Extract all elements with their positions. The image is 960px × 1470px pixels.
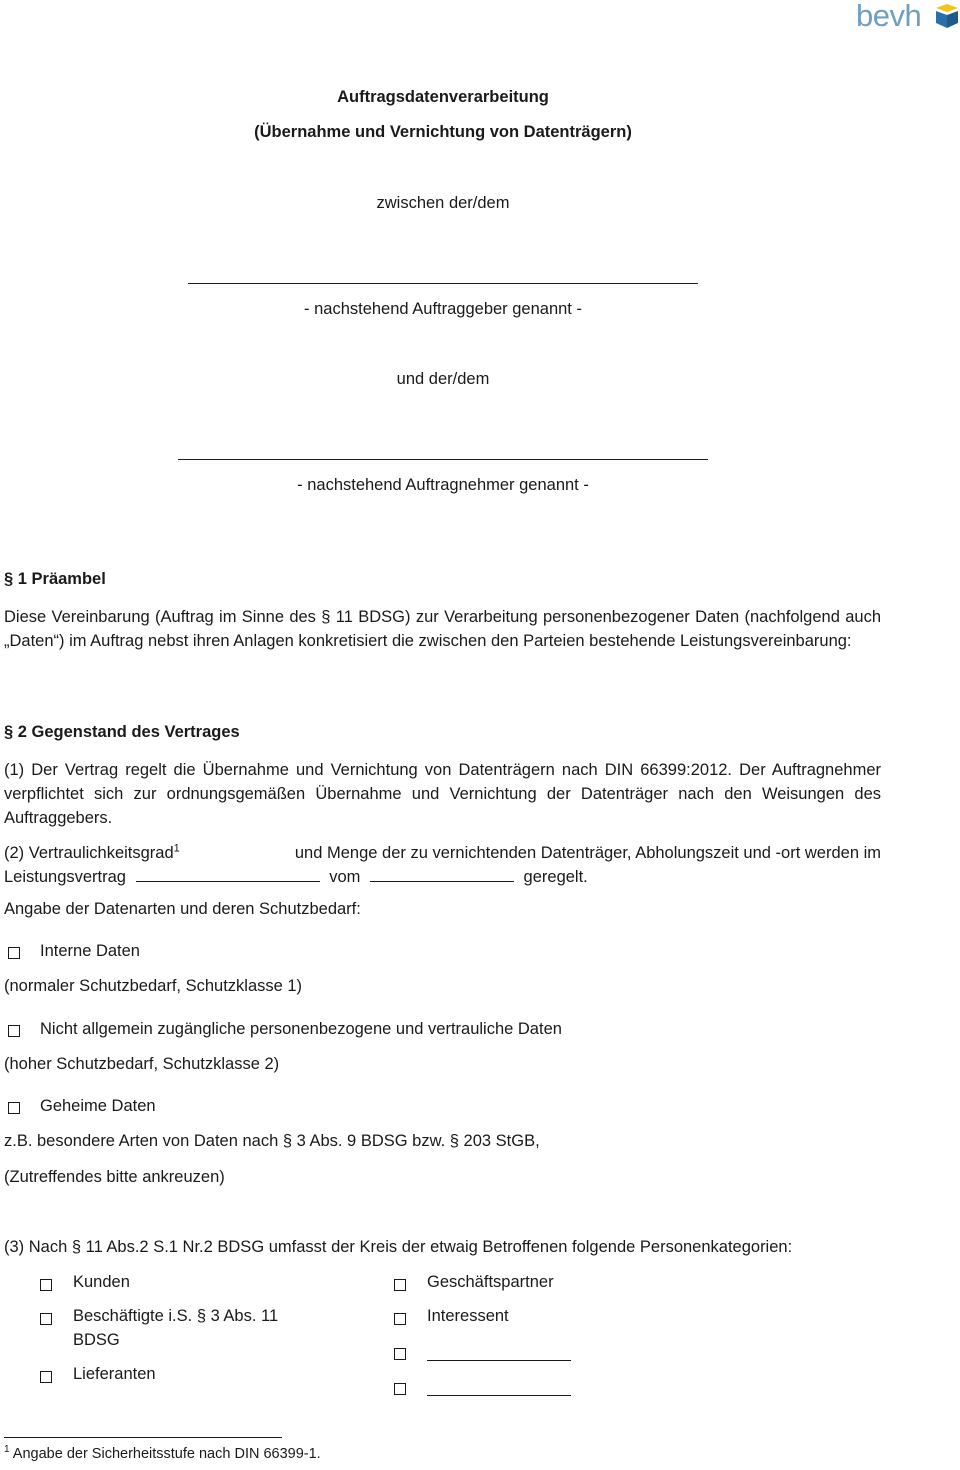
category-lieferanten-checkbox[interactable] <box>40 1369 52 1388</box>
category-geschaeftspartner-checkbox[interactable] <box>394 1277 406 1296</box>
category-beschaeftigte-label-cont: BDSG <box>73 1331 120 1349</box>
contractor-name-field[interactable] <box>178 459 708 460</box>
title-line-1: Auftragsdatenverarbeitung <box>337 88 549 106</box>
option3-label: Geheime Daten <box>40 1097 156 1115</box>
logo-text: bevh <box>856 0 922 33</box>
p2-vom: vom <box>329 868 361 886</box>
tick-note: (Zutreffendes bitte ankreuzen) <box>4 1168 225 1186</box>
footnote-number: 1 <box>4 1444 10 1456</box>
category-beschaeftigte-checkbox[interactable] <box>40 1311 52 1330</box>
bevh-logo <box>856 2 960 36</box>
p2-geregelt: geregelt. <box>523 868 588 886</box>
between-text: zwischen der/dem <box>376 194 510 212</box>
category-custom2-field[interactable] <box>427 1395 571 1396</box>
category-interessent-checkbox[interactable] <box>394 1311 406 1330</box>
category-custom2-checkbox[interactable] <box>394 1381 406 1400</box>
and-text: und der/dem <box>396 370 490 388</box>
section2-heading: § 2 Gegenstand des Vertrages <box>4 723 240 741</box>
contract-date-field[interactable] <box>370 867 514 882</box>
p2-line1-rest: und Menge der zu vernichtenden Datenträger, Abholungszeit und -ort werden im <box>294 844 881 862</box>
section2-paragraph-1: (1) Der Vertrag regelt die Übernahme und Vernichtung von Datenträgern nach DIN 66399:2012. Der Auftragnehmer verpflichtet sich zur ordnungsgemäßen Übernahme und Vernichtung der Datenträger nach den Weisungen des Auftraggebers. <box>4 761 881 827</box>
contract-number-field[interactable] <box>136 867 320 882</box>
contractor-label: - nachstehend Auftragnehmer genannt - <box>297 476 589 494</box>
category-interessent-label: Interessent <box>427 1307 509 1325</box>
option2-note: (hoher Schutzbedarf, Schutzklasse 2) <box>4 1055 280 1073</box>
category-geschaeftspartner-label: Geschäftspartner <box>427 1273 554 1291</box>
footnote <box>4 1446 321 1462</box>
option3-note: z.B. besondere Arten von Daten nach § 3 Abs. 9 BDSG bzw. § 203 StGB, <box>4 1132 540 1150</box>
option2-checkbox[interactable] <box>8 1023 20 1042</box>
section1-heading: § 1 Präambel <box>4 570 106 588</box>
title-line-2: (Übernahme und Vernichtung von Datenträgern) <box>254 123 632 141</box>
option2-label: Nicht allgemein zugängliche personenbezogene und vertrauliche Daten <box>40 1020 562 1038</box>
footnote-separator <box>4 1437 282 1438</box>
option1-note: (normaler Schutzbedarf, Schutzklasse 1) <box>4 977 303 995</box>
section2-paragraph-3: (3) Nach § 11 Abs.2 S.1 Nr.2 BDSG umfasst der Kreis der etwaig Betroffenen folgende Personenkategorien: <box>4 1238 793 1256</box>
data-types-intro: Angabe der Datenarten und deren Schutzbedarf: <box>4 900 361 918</box>
category-beschaeftigte-label: Beschäftigte i.S. § 3 Abs. 11 <box>73 1307 279 1325</box>
p2-line1-start: (2) Vertraulichkeitsgrad$^1$ <box>4 842 180 862</box>
section2-paragraph-2 <box>4 841 881 889</box>
section1-text: Diese Vereinbarung (Auftrag im Sinne des § 11 BDSG) zur Verarbeitung personenbezogener Daten (nachfolgend auch „Daten“) im Auftrag nebst ihren Anlagen konkretisiert die zwischen den Parteien bestehende Leistungsvereinbarung: <box>4 608 881 650</box>
category-custom1-field[interactable] <box>427 1360 571 1361</box>
logo-mark-icon <box>936 4 958 28</box>
category-kunden-label: Kunden <box>73 1273 130 1291</box>
footnote-ref: 1 <box>173 842 180 855</box>
footnote-text: Angabe der Sicherheitsstufe nach DIN 66399-1. <box>12 1446 321 1462</box>
client-name-field[interactable] <box>188 283 698 284</box>
category-kunden-checkbox[interactable] <box>40 1277 52 1296</box>
category-custom1-checkbox[interactable] <box>394 1346 406 1365</box>
option3-checkbox[interactable] <box>8 1100 20 1119</box>
p2-leistungsvertrag: Leistungsvertrag <box>4 868 126 886</box>
option1-checkbox[interactable] <box>8 945 20 964</box>
category-lieferanten-label: Lieferanten <box>73 1365 156 1383</box>
option1-label: Interne Daten <box>40 942 140 960</box>
client-label: - nachstehend Auftraggeber genannt - <box>304 300 582 318</box>
